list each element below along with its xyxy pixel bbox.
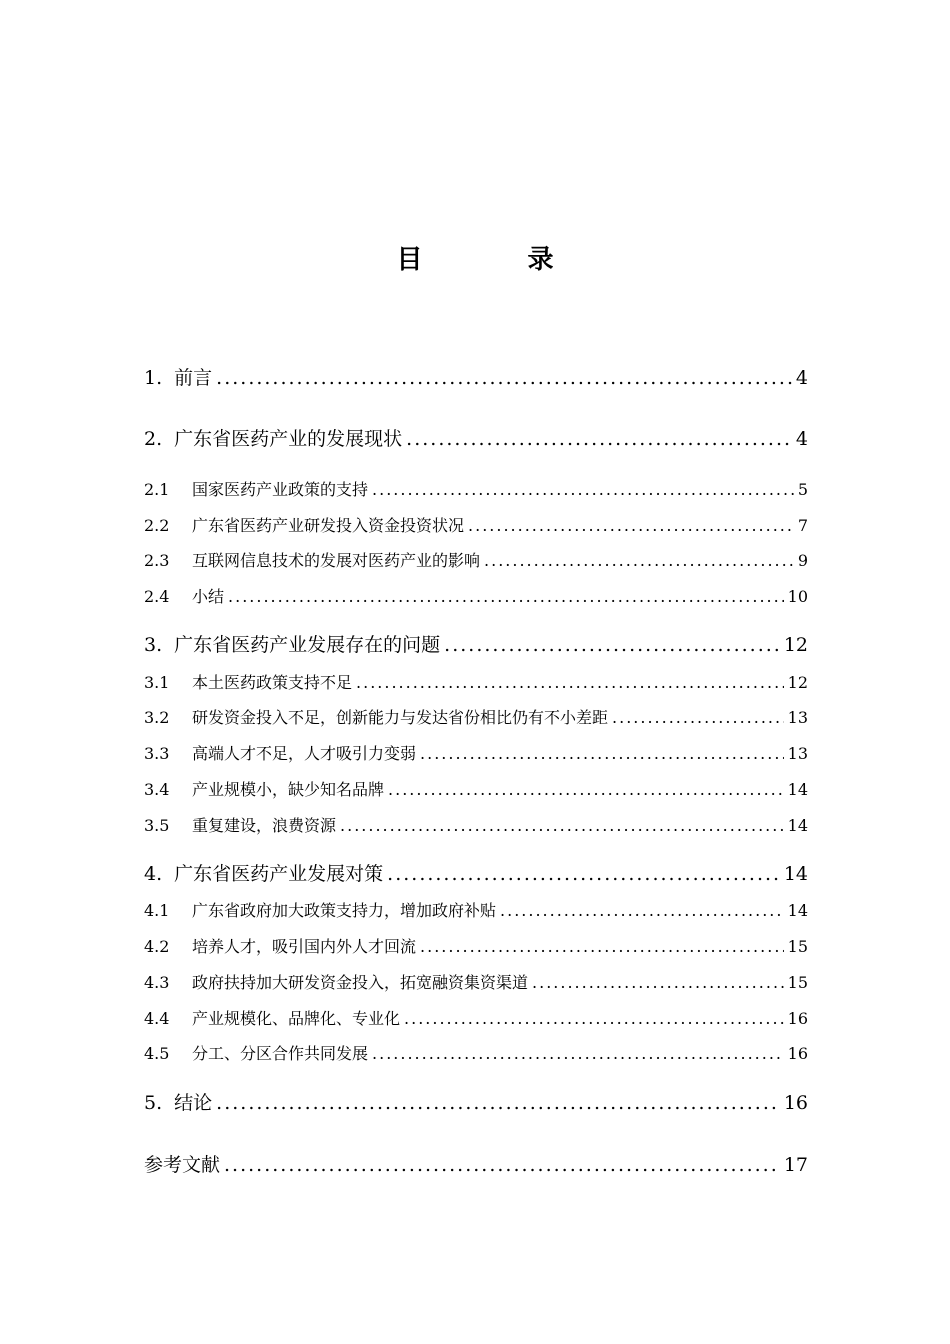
toc-entry-number: 2. [144, 428, 163, 450]
dot-leader [406, 424, 792, 454]
toc-entry-number: 4.1 [144, 901, 170, 920]
toc-entry-title: 产业规模化、品牌化、专业化 [192, 1009, 401, 1028]
toc-subentry[interactable] [144, 670, 808, 696]
toc-entry-number: 1. [144, 367, 163, 389]
toc-subentry[interactable] [144, 813, 808, 839]
toc-entry-title: 分工、分区合作共同发展 [192, 1044, 369, 1063]
toc-subentry[interactable] [144, 934, 808, 960]
toc-entry-page: 4 [795, 428, 808, 450]
toc-entry-number: 5. [144, 1092, 163, 1114]
toc-entry-title: 参考文献 [144, 1154, 221, 1176]
toc-entry-number: 3.2 [144, 708, 170, 727]
toc-subentry[interactable] [144, 548, 808, 574]
toc-entry-page: 14 [787, 816, 808, 835]
toc-entry-number: 4.4 [144, 1009, 170, 1028]
toc-subentry[interactable] [144, 741, 808, 767]
dot-leader [532, 970, 784, 996]
toc-entry-title: 前言 [174, 367, 213, 389]
toc-entry-page: 13 [787, 708, 808, 727]
toc-entry[interactable] [144, 363, 808, 393]
toc-entry-page: 13 [787, 744, 808, 763]
toc-entry-page: 15 [787, 973, 808, 992]
toc-entry-page: 15 [787, 937, 808, 956]
toc-subentry[interactable] [144, 1006, 808, 1032]
toc-entry[interactable] [144, 424, 808, 454]
toc-entry-page: 14 [787, 780, 808, 799]
toc-entry-page: 4 [795, 367, 808, 389]
page-title: 目 录 [396, 245, 602, 275]
dot-leader [444, 630, 780, 660]
toc-entry-title: 广东省医药产业研发投入资金投资状况 [192, 516, 465, 535]
toc-subentry[interactable] [144, 513, 808, 539]
toc-entry-title: 培养人才，吸引国内外人才回流 [192, 937, 417, 956]
toc-entry-title: 结论 [174, 1092, 213, 1114]
toc-entry-number: 4.5 [144, 1044, 170, 1063]
toc-entry-title: 国家医药产业政策的支持 [192, 480, 369, 499]
toc-entry-title: 高端人才不足，人才吸引力变弱 [192, 744, 417, 763]
toc-entry-page: 12 [783, 634, 808, 656]
toc-entry-number: 4.3 [144, 973, 170, 992]
dot-leader [356, 670, 784, 696]
dot-leader [340, 813, 784, 839]
toc-entry-page: 5 [797, 480, 808, 499]
toc-entry-title: 广东省医药产业的发展现状 [174, 428, 403, 450]
toc-subentry[interactable] [144, 584, 808, 610]
toc-entry-title: 重复建设，浪费资源 [192, 816, 337, 835]
toc-entry-page: 12 [787, 673, 808, 692]
toc-subentry[interactable] [144, 477, 808, 503]
toc-entry-title: 广东省政府加大政策支持力，增加政府补贴 [192, 901, 497, 920]
toc-entry-number: 3.5 [144, 816, 170, 835]
dot-leader [387, 859, 780, 889]
toc-entry-title: 本土医药政策支持不足 [192, 673, 353, 692]
dot-leader [372, 477, 794, 503]
dot-leader [372, 1041, 784, 1067]
toc-entry[interactable] [144, 859, 808, 889]
toc-subentry[interactable] [144, 777, 808, 803]
toc-entry[interactable] [144, 1150, 808, 1180]
dot-leader [228, 584, 784, 610]
toc-entry-number: 3.3 [144, 744, 170, 763]
toc-subentry[interactable] [144, 970, 808, 996]
toc-entry[interactable] [144, 1088, 808, 1118]
toc-entry-page: 17 [783, 1154, 808, 1176]
toc-entry-number: 2.4 [144, 587, 170, 606]
dot-leader [224, 1150, 780, 1180]
dot-leader [388, 777, 784, 803]
toc-entry-title: 小结 [192, 587, 225, 606]
toc-entry-title: 政府扶持加大研发资金投入，拓宽融资集资渠道 [192, 973, 529, 992]
toc-entry-number: 3. [144, 634, 163, 656]
dot-leader [612, 705, 784, 731]
toc-entry-number: 3.4 [144, 780, 170, 799]
dot-leader [500, 898, 784, 924]
toc-entry-page: 16 [783, 1092, 808, 1114]
toc-entry-page: 7 [797, 516, 808, 535]
dot-leader [420, 741, 784, 767]
toc-entry-number: 3.1 [144, 673, 170, 692]
toc-entry-number: 4.2 [144, 937, 170, 956]
toc-entry-title: 产业规模小，缺少知名品牌 [192, 780, 385, 799]
toc-subentry[interactable] [144, 1041, 808, 1067]
toc-entry-title: 广东省医药产业发展对策 [174, 863, 384, 885]
dot-leader [216, 363, 792, 393]
toc-entry-number: 4. [144, 863, 163, 885]
toc-entry-title: 互联网信息技术的发展对医药产业的影响 [192, 551, 481, 570]
toc-entry-number: 2.3 [144, 551, 170, 570]
toc-entry[interactable] [144, 630, 808, 660]
toc-subentry[interactable] [144, 898, 808, 924]
toc-entry-page: 16 [787, 1009, 808, 1028]
toc-entry-page: 16 [787, 1044, 808, 1063]
toc-entry-page: 10 [787, 587, 808, 606]
dot-leader [468, 513, 794, 539]
toc-entry-page: 14 [787, 901, 808, 920]
toc-entry-page: 14 [783, 863, 808, 885]
dot-leader [484, 548, 794, 574]
dot-leader [420, 934, 784, 960]
toc-entry-title: 广东省医药产业发展存在的问题 [174, 634, 441, 656]
toc-entry-number: 2.2 [144, 516, 170, 535]
toc-subentry[interactable] [144, 705, 808, 731]
dot-leader [404, 1006, 784, 1032]
toc-entry-page: 9 [797, 551, 808, 570]
dot-leader [216, 1088, 780, 1118]
toc-entry-title: 研发资金投入不足，创新能力与发达省份相比仍有不小差距 [192, 708, 609, 727]
toc-entry-number: 2.1 [144, 480, 170, 499]
